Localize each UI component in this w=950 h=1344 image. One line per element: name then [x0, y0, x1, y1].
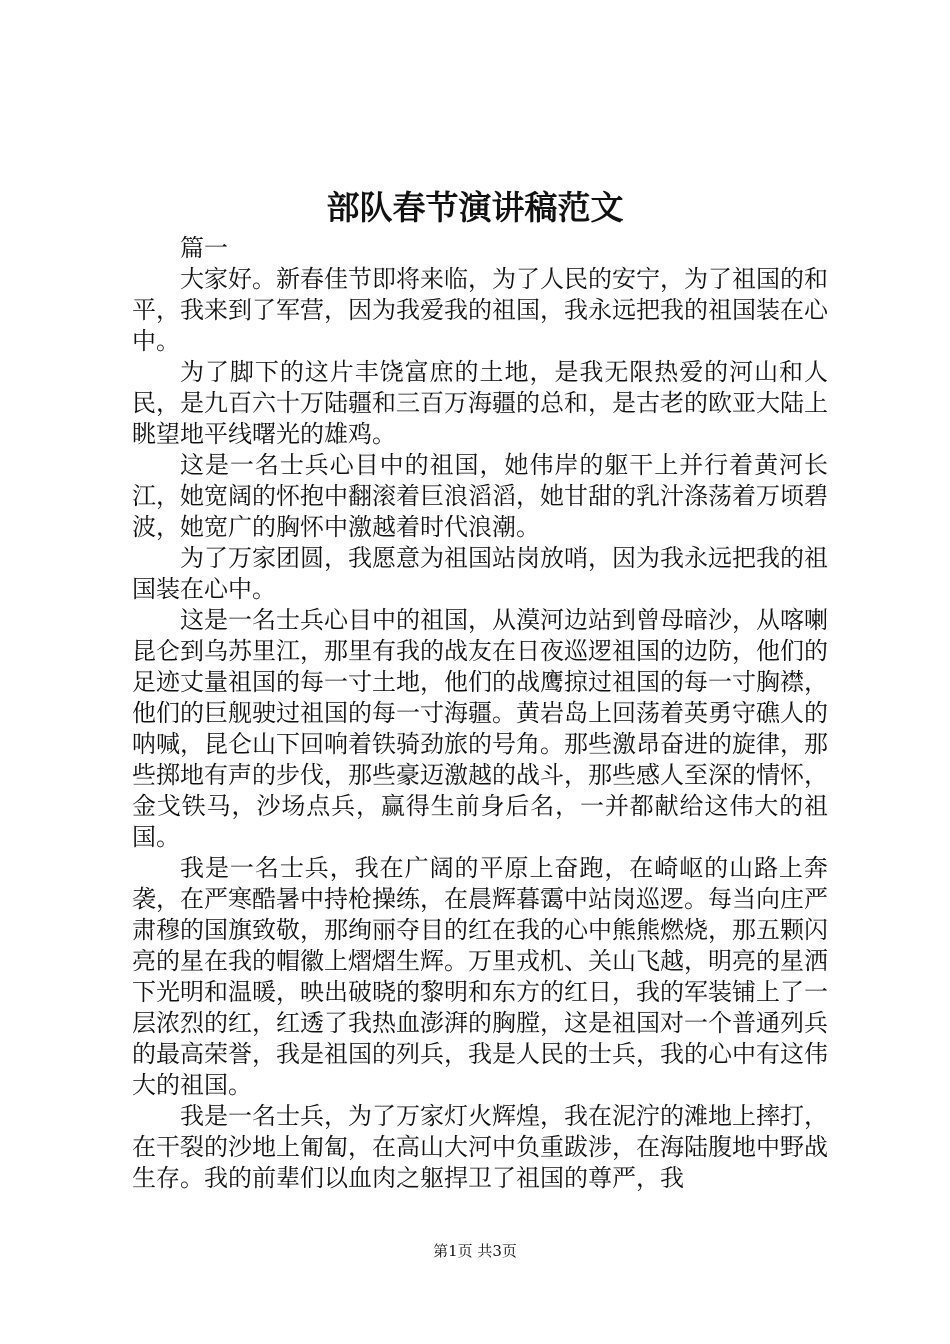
- paragraph-7: 我是一名士兵，为了万家灯火辉煌，我在泥泞的滩地上摔打，在干裂的沙地上匍匐，在高山大河中负重跋涉，在海陆腹地中野战生存。我的前辈们以血肉之躯捍卫了祖国的尊严，我: [132, 1102, 828, 1192]
- paragraph-2: 为了脚下的这片丰饶富庶的土地，是我无限热爱的河山和人民，是九百六十万陆疆和三百万海疆的总和，是古老的欧亚大陆上眺望地平线曙光的雄鸡。: [132, 358, 828, 448]
- page-footer: 第1页 共3页: [433, 1242, 517, 1260]
- paragraph-4: 为了万家团圆，我愿意为祖国站岗放哨，因为我永远把我的祖国装在心中。: [132, 544, 828, 603]
- paragraph-6: 我是一名士兵，我在广阔的平原上奋跑，在崎岖的山路上奔袭，在严寒酷暑中持枪操练，在晨辉暮霭中站岗巡逻。每当向庄严肃穆的国旗致敬，那绚丽夺目的红在我的心中熊熊燃烧，那五颗闪亮的星在我的帽徽上熠熠生辉。万里戎机、关山飞越，明亮的星洒下光明和温暖，映出破晓的黎明和东方的红日，我的军装铺上了一层浓烈的红，红透了我热血澎湃的胸膛，这是祖国对一个普通列兵的最高荣誉，我是祖国的列兵，我是人民的士兵，我的心中有这伟大的祖国。: [132, 854, 828, 1099]
- paragraph-1: 大家好。新春佳节即将来临，为了人民的安宁，为了祖国的和平，我来到了军营，因为我爱我的祖国，我永远把我的祖国装在心中。: [132, 265, 828, 355]
- document-body: [132, 233, 828, 1194]
- paragraph-3: 这是一名士兵心目中的祖国，她伟岸的躯干上并行着黄河长江，她宽阔的怀抱中翻滚着巨浪滔滔，她甘甜的乳汁涤荡着万顷碧波，她宽广的胸怀中激越着时代浪潮。: [132, 451, 828, 541]
- section-label: 篇一: [180, 234, 228, 262]
- document-title: 部队春节演讲稿范文: [326, 188, 624, 227]
- paragraph-5: 这是一名士兵心目中的祖国，从漠河边站到曾母暗沙，从喀喇昆仑到乌苏里江，那里有我的战友在日夜巡逻祖国的边防，他们的足迹丈量祖国的每一寸土地，他们的战鹰掠过祖国的每一寸胸襟，他们的巨舰驶过祖国的每一寸海疆。黄岩岛上回荡着英勇守礁人的呐喊，昆仑山下回响着铁骑劲旅的号角。那些激昂奋进的旋律，那些掷地有声的步伐，那些豪迈激越的战斗，那些感人至深的情怀，金戈铁马，沙场点兵，赢得生前身后名，一并都献给这伟大的祖国。: [132, 606, 828, 851]
